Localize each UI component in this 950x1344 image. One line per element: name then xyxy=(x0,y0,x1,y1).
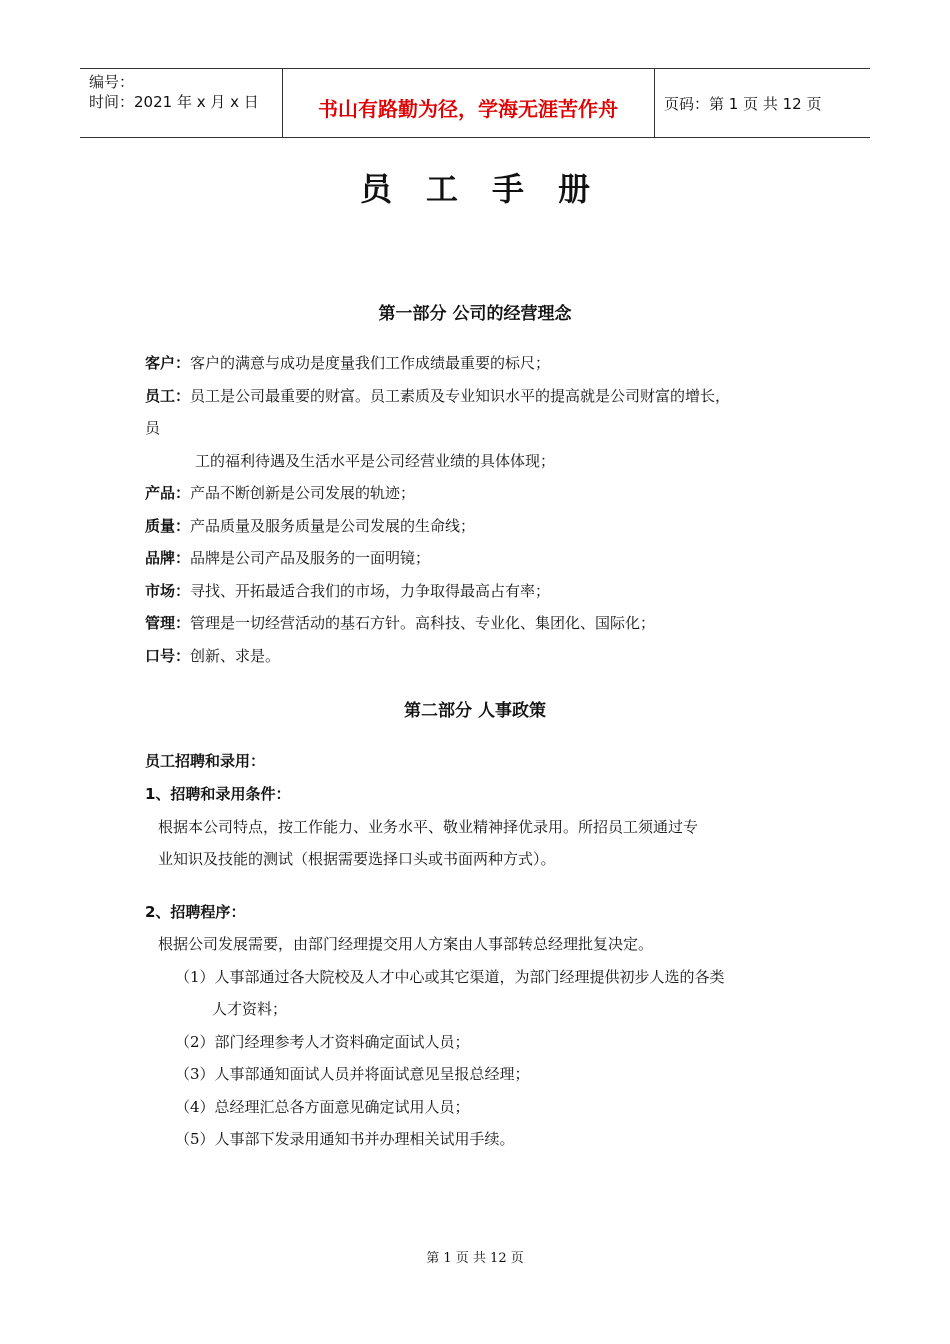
principle-line xyxy=(145,580,550,601)
principle-line xyxy=(145,482,415,503)
document-title: 员工手册 xyxy=(359,170,624,208)
procedure-step-continuation: 人才资料； xyxy=(212,1000,288,1018)
principle-text: 寻找、开拓最适合我们的市场，力争取得最高占有率； xyxy=(190,582,551,600)
procedure-heading: 2、招聘程序： xyxy=(145,903,246,921)
principle-term: 质量： xyxy=(145,517,191,535)
principle-text: 产品质量及服务质量是公司发展的生命线； xyxy=(190,517,476,535)
principle-text: 管理是一切经营活动的基石方针。高科技、专业化、集团化、国际化； xyxy=(190,614,656,632)
header-page-cell xyxy=(655,69,870,137)
principle-term: 员工： xyxy=(145,387,191,405)
principle-line xyxy=(145,352,550,373)
procedure-step: （3）人事部通知面试人员并将面试意见呈报总经理； xyxy=(175,1065,530,1083)
principle-term: 市场： xyxy=(145,582,191,600)
principle-line xyxy=(145,612,655,633)
date-label: 时间：2021 年 x 月 x 日 xyxy=(89,93,259,111)
recruitment-heading: 员工招聘和录用： xyxy=(145,752,266,770)
motto: 书山有路勤为径，学海无涯苦作舟 xyxy=(318,97,618,121)
page-info: 页码：第 1 页 共 12 页 xyxy=(664,95,822,113)
procedure-step: （5）人事部下发录用通知书并办理相关试用手续。 xyxy=(175,1130,515,1148)
principle-line xyxy=(145,385,730,406)
part1-title: 第一部分 公司的经营理念 xyxy=(378,304,572,324)
principle-text: 创新、求是。 xyxy=(190,647,281,665)
principle-term: 客户： xyxy=(145,354,191,372)
principle-text: 员工是公司最重要的财富。员工素质及专业知识水平的提高就是公司财富的增长， xyxy=(190,387,731,405)
header-motto-cell xyxy=(282,69,655,137)
principle-term: 产品： xyxy=(145,484,191,502)
part2-title: 第二部分 人事政策 xyxy=(404,701,546,721)
procedure-intro: 根据公司发展需要，由部门经理提交用人方案由人事部转总经理批复决定。 xyxy=(158,935,654,953)
header-info-cell xyxy=(80,69,283,137)
serial-number-label: 编号： xyxy=(89,73,135,91)
principle-term: 管理： xyxy=(145,614,191,632)
principle-text: 产品不断创新是公司发展的轨迹； xyxy=(190,484,416,502)
page-footer: 第 1 页 共 12 页 xyxy=(426,1251,524,1266)
procedure-step: （2）部门经理参考人才资料确定面试人员； xyxy=(175,1033,470,1051)
principle-line xyxy=(145,547,430,568)
principle-term: 品牌： xyxy=(145,549,191,567)
principle-continuation: 员 xyxy=(145,419,161,437)
principle-text: 客户的满意与成功是度量我们工作成绩最重要的标尺； xyxy=(190,354,551,372)
document-header xyxy=(80,68,870,138)
principle-line xyxy=(145,515,475,536)
procedure-step: （4）总经理汇总各方面意见确定试用人员； xyxy=(175,1098,470,1116)
procedure-step: （1）人事部通过各大院校及人才中心或其它渠道，为部门经理提供初步人选的各类 xyxy=(175,968,725,986)
principle-term: 口号： xyxy=(145,647,191,665)
conditions-text: 业知识及技能的测试（根据需要选择口头或书面两种方式）。 xyxy=(158,850,556,868)
principle-text: 品牌是公司产品及服务的一面明镜； xyxy=(190,549,431,567)
principle-continuation: 工的福利待遇及生活水平是公司经营业绩的具体体现； xyxy=(195,452,556,470)
conditions-text: 根据本公司特点，按工作能力、业务水平、敬业精神择优录用。所招员工须通过专 xyxy=(158,818,699,836)
principle-line xyxy=(145,645,280,666)
conditions-heading: 1、招聘和录用条件： xyxy=(145,785,291,803)
